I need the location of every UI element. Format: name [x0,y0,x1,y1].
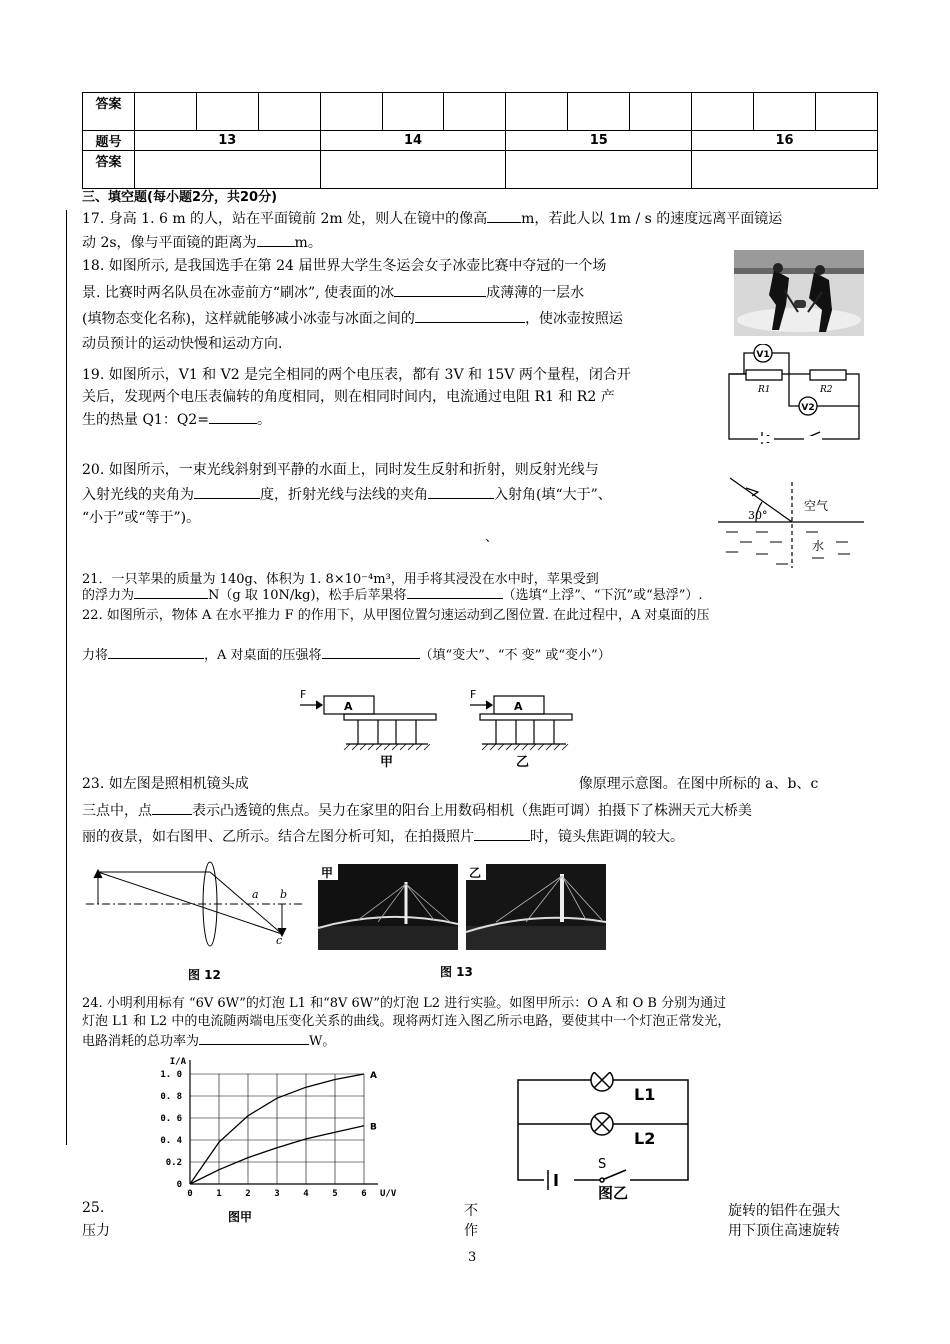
q23-blank-1[interactable] [152,800,192,815]
series-label-b: B [370,1122,377,1133]
q21-line2 [82,584,703,606]
q17-blank-2[interactable] [257,232,295,247]
q23-line2 [82,800,752,821]
q22-text: （填“变大”、“不 变” 或“变小”） [419,648,611,663]
r1-label: R1 [758,385,771,395]
q19-line3 [82,409,271,430]
air-label: 空气 [804,499,829,513]
y-tick-label: 0. 6 [160,1114,182,1124]
x-tick-label: 2 [245,1189,251,1199]
q23-text: 丽的夜景，如右图甲、乙所示。结合左图分析可知，在拍摄照片 [82,829,474,845]
x-tick-label: 6 [361,1189,367,1199]
q24-line1: 24. 小明利用标有 “6V 6W”的灯泡 L1 和“8V 6W”的灯泡 L2 进行实验。如图甲所示：O A 和 O B 分别为通过 [82,996,727,1011]
y-tick-label: 0. 8 [160,1092,182,1102]
q23-text: 表示凸透镜的焦点。吴力在家里的阳台上用数码相机（焦距可调）拍摄下了株洲天元大桥美 [192,803,752,819]
fig12-caption: 图 12 [188,968,221,982]
answer-cell [754,93,816,131]
answer-cell [134,151,320,189]
q19-line2: 关后，发现两个电压表偏转的角度相同，则在相同时间内，电流通过电阻 R1 和 R2 产 [82,389,615,405]
q20-text: 度，折射光线与法线的夹角 [260,487,428,503]
q21-blank-2[interactable] [407,584,503,599]
x-tick-label: 5 [332,1189,338,1199]
curling-photo [734,250,864,336]
q22-blank-2[interactable] [322,644,420,659]
y-tick-label: 0 [176,1180,182,1190]
x-tick-label: 3 [274,1189,280,1199]
q24-line2: 灯泡 L1 和 L2 中的电流随两端电压变化关系的曲线。现将两灯连入图乙所示电路，要使其中一个灯泡正常发光， [82,1014,731,1029]
q25-fragment: 不 [464,1203,478,1219]
q22-text: ，A 对桌面的压强将 [204,648,322,663]
q23-text: 三点中，点 [82,803,152,819]
answer-cell [258,93,320,131]
q18-text: (填物态变化名称)，这样就能够减小冰壶与冰面之间的 [82,311,415,327]
q21-blank-1[interactable] [134,584,208,599]
lens-diagram [86,858,306,948]
force-label: F [300,688,307,701]
question-number: 13 [134,131,320,151]
section-title: 三、填空题(每小题2分，共20分) [82,190,278,205]
q18-text: 景. 比赛时两名队员在冰壶前方“刷冰”, 使表面的冰 [82,285,395,301]
v2-label: V2 [801,403,815,413]
q25-fragment: 压力 [82,1223,110,1239]
question-number: 14 [320,131,506,151]
answer-cell [134,93,196,131]
q17-text: m。 [294,235,322,251]
page-number: 3 [468,1250,477,1265]
q17-text: 17. 身高 1. 6 m 的人，站在平面镜前 2m 处，则人在镜中的像高 [82,211,488,227]
question-number: 15 [506,131,692,151]
block-label: A [344,700,353,713]
q20-blank-2[interactable] [428,484,494,499]
incident-angle: 30° [748,509,768,522]
margin-rule [66,210,67,1145]
point-b: b [280,888,288,901]
switch-label: S [598,1157,607,1172]
bridge-photo-yi [466,864,606,950]
photo-label-jia: 甲 [321,866,334,880]
force-label: F [470,688,477,701]
y-axis-label: I/A [169,1057,186,1067]
q20-line2 [82,484,612,505]
q21-text: N（g 取 10N/kg)，松手后苹果将 [208,588,407,603]
q20-blank-1[interactable] [194,484,260,499]
answer-cell [444,93,506,131]
answer-cell [506,151,692,189]
series-label-a: A [370,1071,377,1081]
point-a: a [252,888,259,901]
answer-cell [630,93,692,131]
answer-row-label: 答案 [83,93,135,131]
x-tick-label: 4 [303,1189,309,1199]
q18-line1: 18. 如图所示, 是我国选手在第 24 届世界大学生冬运会女子冰壶比赛中夺冠的一个场 [82,258,607,274]
answer-cell [382,93,444,131]
q25-fragment: 用下顶住高速旋转 [728,1223,840,1239]
q21-text: （选填“上浮”、“下沉”或“悬浮”）. [502,588,703,603]
q23-line3 [82,826,684,847]
q18-text: ，使冰壶按照运 [524,311,623,327]
push-block-figure-jia [296,686,442,768]
q18-line4: 动员预计的运动快慢和运动方向. [82,336,283,352]
q18-blank-1[interactable] [394,282,486,297]
q24-text: 电路消耗的总功率为 [82,1034,200,1049]
q22-text: 力将 [82,648,109,663]
x-tick-label: 1 [216,1189,222,1199]
q24-line3 [82,1030,335,1052]
two-lamp-circuit [514,1072,694,1200]
answer-cell [320,93,382,131]
answer-cell [506,93,568,131]
answer-table [82,92,878,189]
point-c: c [276,934,283,947]
answer-cell [320,151,506,189]
question-number: 16 [692,131,878,151]
q21-text: 的浮力为 [82,588,135,603]
answer-cell [692,151,878,189]
answer-cell [568,93,630,131]
question-number-label: 题号 [83,131,135,151]
q17-text: 动 2s，像与平面镜的距离为 [82,235,257,251]
q20-line3: “小于”或“等于”)。 [82,510,201,526]
q19-circuit-diagram [724,344,864,444]
q19-blank[interactable] [209,409,257,424]
v1-label: V1 [756,350,770,360]
q25-number: 25. [82,1200,105,1216]
q21-line1: 21．一只苹果的质量为 140g、体积为 1. 8×10⁻⁴m³，用手将其浸没在水中时，苹果受到 [82,572,599,587]
q19-text: 生的热量 Q1：Q2= [82,412,209,428]
block-label: A [514,700,523,713]
q23-text: 像原理示意图。在图中所标的 a、b、c [578,776,819,792]
chart-caption: 图甲 [228,1210,253,1224]
q24-blank[interactable] [199,1030,309,1045]
q22-line1: 22. 如图所示，物体 A 在水平推力 F 的作用下，从甲图位置匀速运动到乙图位置. 在此过程中，A 对桌面的压 [82,608,710,623]
q22-blank-1[interactable] [108,644,204,659]
q17-text: m，若此人以 1m / s 的速度远离平面镜运 [521,211,783,227]
q20-text: 入射角(填“大于”、 [494,487,612,503]
water-label: 水 [812,539,825,553]
q23-blank-2[interactable] [474,826,530,841]
q22-line2 [82,644,611,666]
photo-label-yi: 乙 [469,866,482,880]
y-tick-label: 0. 4 [160,1136,182,1146]
lamp-l1-label: L1 [634,1085,656,1104]
q19-line1: 19. 如图所示，V1 和 V2 是完全相同的两个电压表，都有 3V 和 15V 两个量程，闭合开 [82,367,631,383]
stray-mark: 、 [485,530,499,545]
lamp-l2-label: L2 [634,1129,656,1148]
answer-cell [815,93,877,131]
r2-label: R2 [820,385,833,395]
figure-label-jia: 甲 [380,755,394,768]
q24-text: W。 [309,1034,336,1049]
answer-cell [196,93,258,131]
q18-text: 成薄薄的一层水 [486,285,585,301]
q23-text: 23. 如左图是照相机镜头成 [82,776,249,792]
x-tick-label: 0 [187,1189,193,1199]
q18-line2 [82,282,584,303]
fig13-caption: 图 13 [440,965,473,979]
q25-fragment: 旋转的铝件在强大 [728,1203,840,1219]
q25-fragment: 作 [464,1223,478,1239]
q23-text: 时，镜头焦距调的较大。 [530,829,684,845]
push-block-figure-yi [466,686,578,768]
answer-cell [692,93,754,131]
bridge-photo-jia [318,864,458,950]
reflection-diagram [716,470,866,570]
x-axis-label: U/V [380,1189,397,1199]
y-tick-label: 0.2 [165,1158,182,1168]
q18-line3 [82,308,623,329]
q19-text: 。 [256,412,271,428]
q17-blank-1[interactable] [487,208,521,223]
iv-curve-chart [140,1056,440,1206]
answer-row-label: 答案 [83,151,135,189]
circuit-caption: 图乙 [598,1184,629,1200]
q17-line1 [82,208,782,229]
q17-line2 [82,232,322,253]
q23-line1 [82,774,818,794]
q20-line1: 20. 如图所示，一束光线斜射到平静的水面上，同时发生反射和折射，则反射光线与 [82,462,599,478]
figure-label-yi: 乙 [516,755,530,768]
q20-text: 入射光线的夹角为 [82,487,194,503]
y-tick-label: 1. 0 [160,1070,182,1080]
q18-blank-2[interactable] [415,308,525,323]
